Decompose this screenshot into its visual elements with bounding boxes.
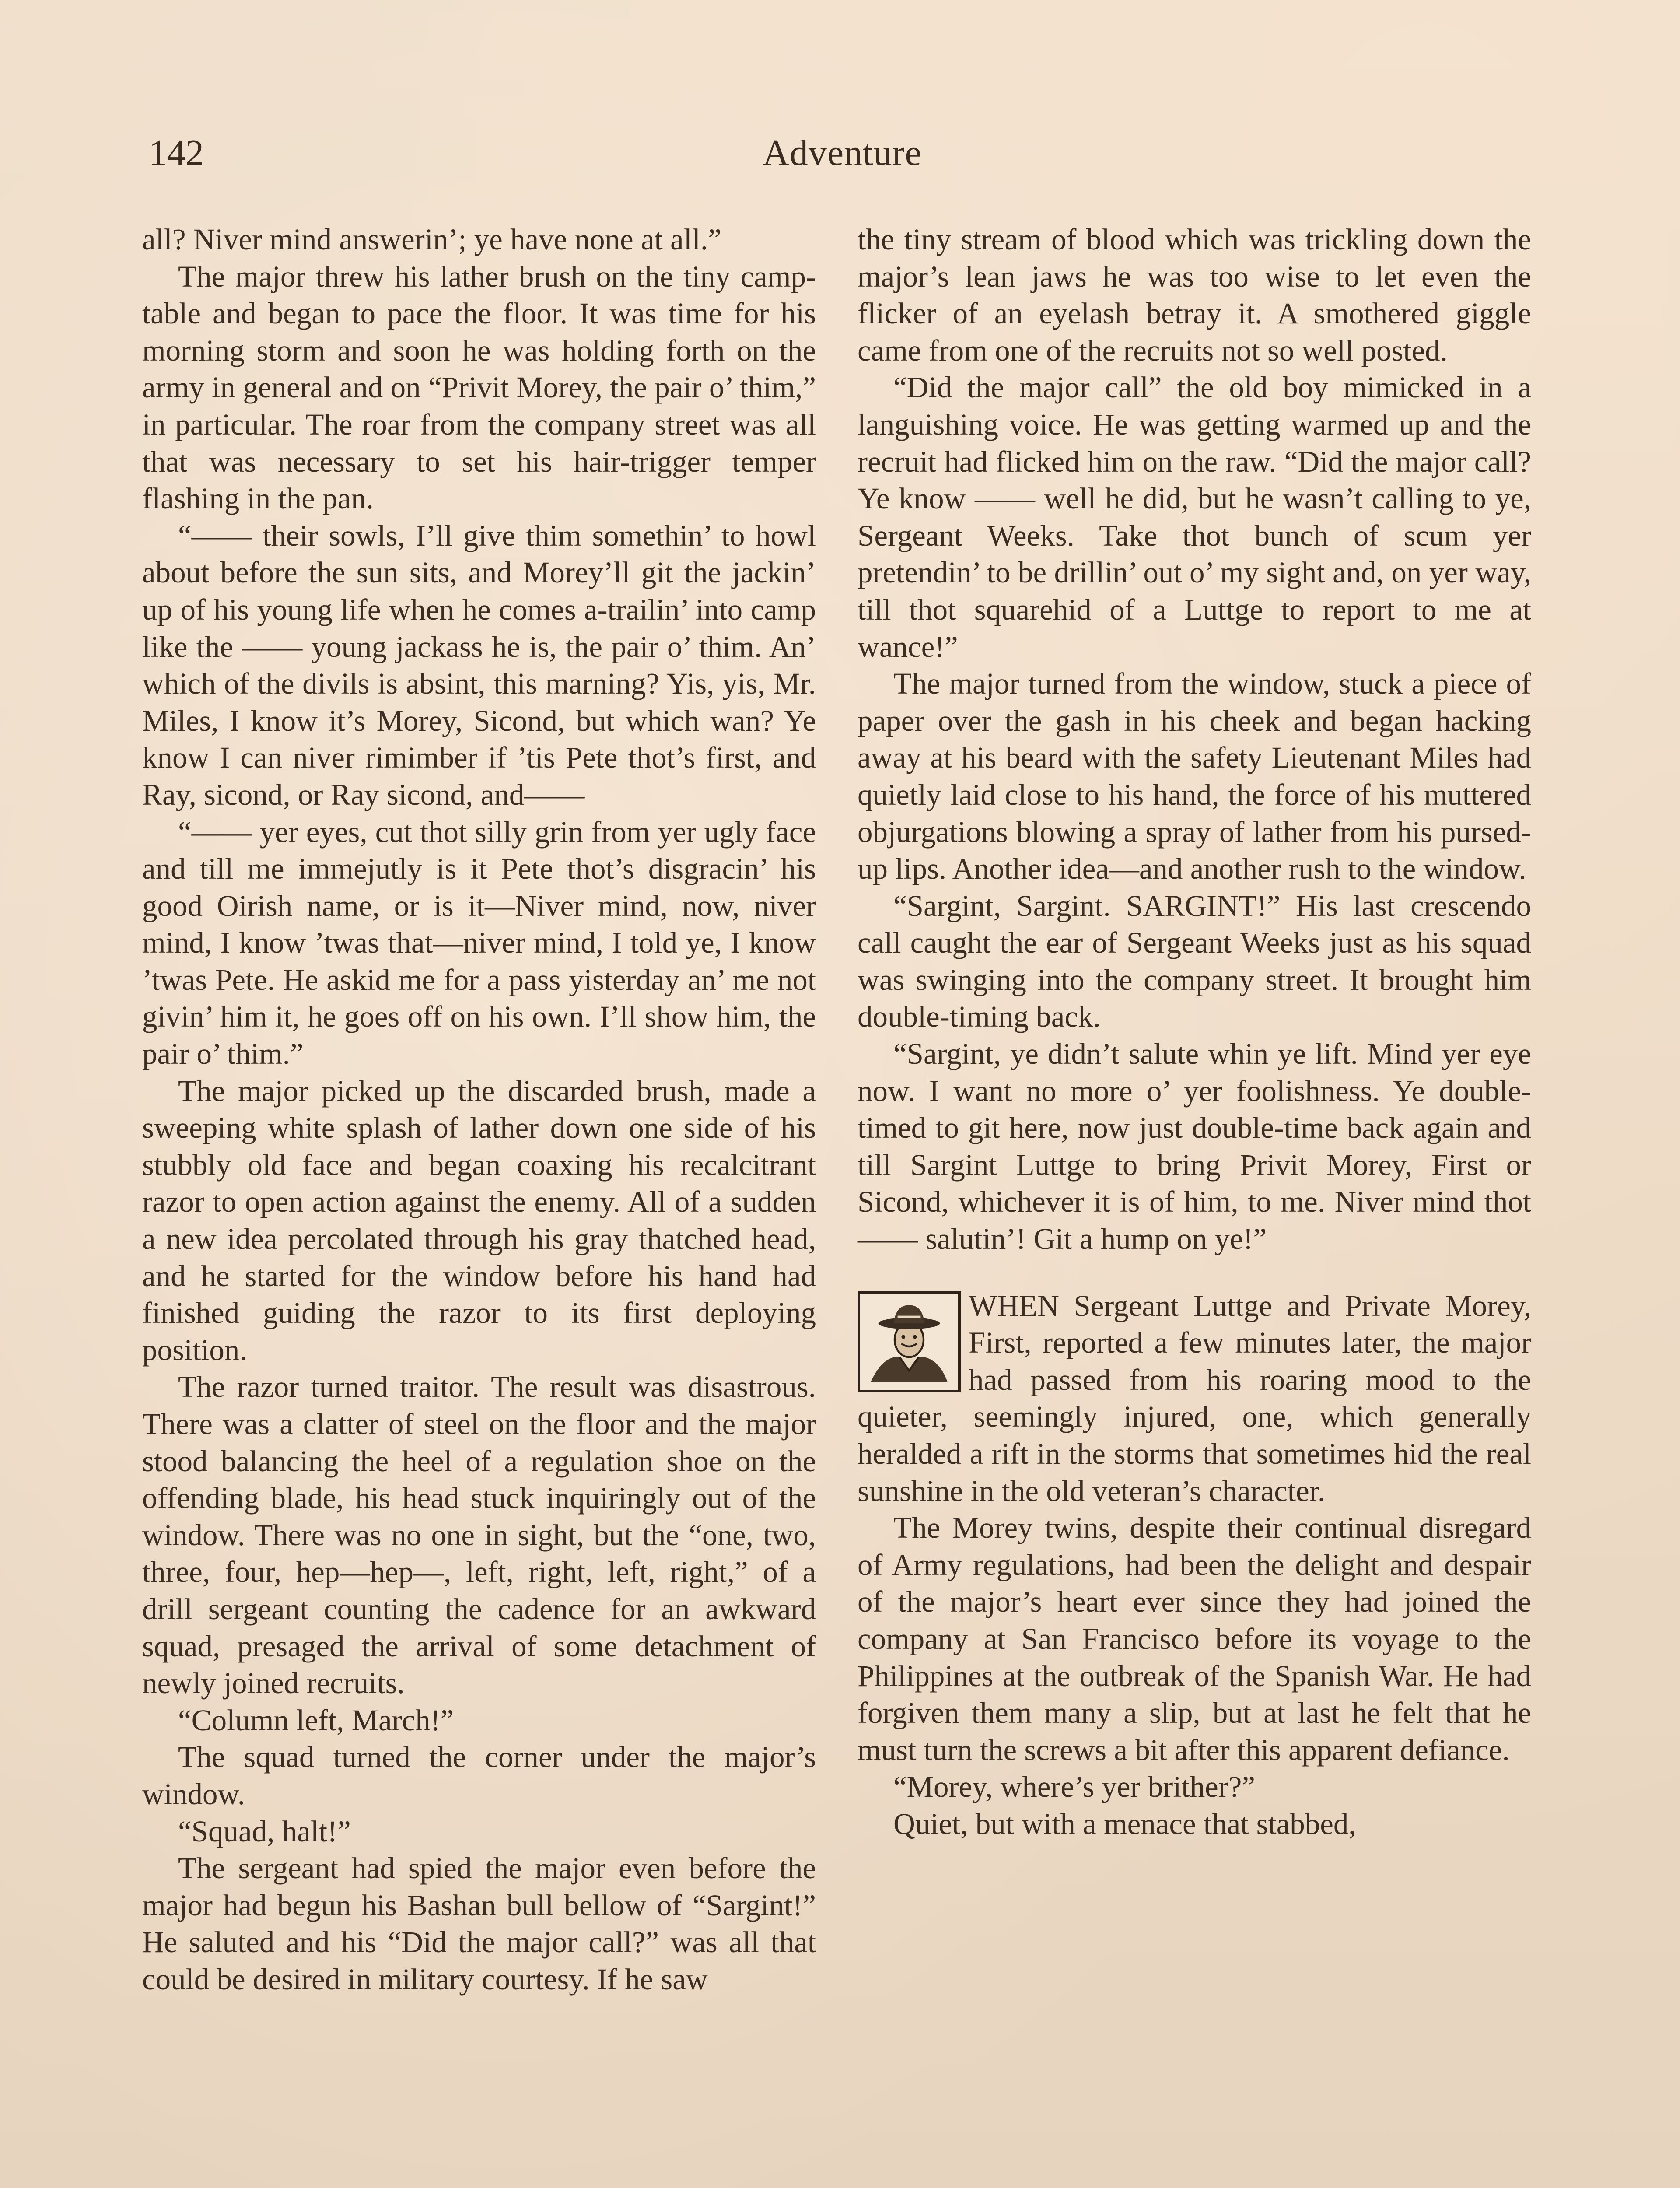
paragraph: “Sargint, Sargint. SARGINT!” His last crescendo call caught the ear of Sergeant Weeks just as his squad was swinging into the company street. It brought him double-timing back. — [858, 889, 1531, 1034]
paragraph: “Sargint, ye didn’t salute whin ye lift. Mind yer eye now. I want no more o’ yer foolishness. Ye double-timed to git here, now just double-time back again and till Sargint Luttge to bring Privit Morey, First or Sicond, whichever it is of him, to me. Niver mind thot —— salutin’! Git a hump on ye!” — [858, 1037, 1531, 1256]
paragraph: “—— their sowls, I’ll give thim somethin’ to howl about before the sun sits, and Morey’ll git the jackin’ up of his young life when he comes a-trailin’ into camp like the —— young jackass he is, the pair o’ thim. An’ which of the divils is absint, this marning? Yis, yis, Mr. Miles, I know it’s Morey, Sicond, but which wan? Ye know I can niver rimimber if ’tis Pete thot’s first, and Ray, sicond, or Ray sicond, and—— — [142, 519, 816, 811]
paragraph: the tiny stream of blood which was trickling down the major’s lean jaws he was too wise to let even the flicker of an eyelash betray it. A smothered giggle came from one of the recruits not so well posted. — [858, 223, 1531, 367]
text-columns — [142, 221, 1531, 2188]
paragraph: “Squad, halt!” — [178, 1814, 351, 1848]
page-header — [149, 131, 1536, 184]
section-opening-paragraph — [858, 1287, 1531, 1510]
paragraph: The major picked up the discarded brush, made a sweeping white splash of lather down one side of his stubbly old face and began coaxing his recalcitrant razor to open action against the enemy. All of a sudden a new idea percolated through his gray thatched head, and he started for the window before his hand had finished guiding the razor to its first deploying position. — [142, 1074, 816, 1367]
lead-word: WHEN — [969, 1289, 1059, 1322]
section-opening-text: Sergeant Luttge and Private Morey, First, reported a few minutes later, the major had passed from his roaring mood to the quieter, seemingly injured, one, which generally heralded a rift in the storms that sometimes hid the real sunshine in the old veteran’s character. — [858, 1289, 1531, 1508]
paragraph: “Column left, March!” — [178, 1703, 454, 1737]
left-column — [142, 221, 816, 1998]
paragraph: “—— yer eyes, cut thot silly grin from yer ugly face and till me immejutly is it Pete thot’s disgracin’ his good Oirish name, or is it—Niver mind, now, niver mind, I know ’twas that—niver mind, I told ye, I know ’twas Pete. He askid me for a pass yisterday an’ me not givin’ him it, he goes off on his own. I’ll show him, the pair o’ thim.” — [142, 815, 816, 1071]
right-column — [858, 221, 1531, 1843]
page-number: 142 — [149, 133, 204, 173]
paragraph: all? Niver mind answerin’; ye have none at all.” — [142, 223, 721, 256]
paragraph: The razor turned traitor. The result was disastrous. There was a clatter of steel on the floor and the major stood balancing the heel of a regulation shoe on the offending blade, his head stuck inquiringly out of the window. There was no one in sight, but the “one, two, three, four, hep—hep—, left, right, left, right,” of a drill sergeant counting the cadence for an awkward squad, presaged the arrival of some detachment of newly joined recruits. — [142, 1370, 816, 1700]
paragraph: The major turned from the window, stuck a piece of paper over the gash in his cheek and began hacking away at his beard with the safety Lieutenant Miles had quietly laid close to his hand, the force of his muttered objurgations blowing a spray of lather from his pursed-up lips. Another idea—and another rush to the window. — [858, 667, 1531, 886]
paragraph: The Morey twins, despite their continual disregard of Army regulations, had been the delight and despair of the major’s heart ever since they had joined the company at San Francisco before its voyage to the Philippines at the outbreak of the Spanish War. He had forgiven them many a slip, but at last he felt that he must turn the screws a bit after this apparent defiance. — [858, 1511, 1531, 1767]
soldier-vignette-icon — [858, 1291, 961, 1392]
paragraph: The sergeant had spied the major even before the major had begun his Bashan bull bellow of “Sargint!” He saluted and his “Did the major call?” was all that could be desired in military courtesy. If he saw — [142, 1851, 816, 1996]
paragraph: The major threw his lather brush on the tiny camp-table and began to pace the floor. It was time for his morning storm and soon he was holding forth on the army in general and on “Privit Morey, the pair o’ thim,” in particular. The roar from the company street was all that was necessary to set his hair-trigger temper flashing in the pan. — [142, 259, 816, 515]
paragraph: Quiet, but with a menace that stabbed, — [893, 1807, 1356, 1841]
running-head: Adventure — [763, 133, 922, 173]
paragraph: “Morey, where’s yer brither?” — [893, 1770, 1255, 1804]
paragraph: The squad turned the corner under the major’s window. — [142, 1740, 816, 1811]
paragraph: “Did the major call” the old boy mimicked in a languishing voice. He was getting warmed up and the recruit had flicked him on the raw. “Did the major call? Ye know —— well he did, but he wasn’t calling to ye, Sergeant Weeks. Take thot bunch of scum yer pretendin’ to be drillin’ out o’ my sight and, on yer way, till thot squarehid of a Luttge to report to me at wance!” — [858, 371, 1531, 663]
